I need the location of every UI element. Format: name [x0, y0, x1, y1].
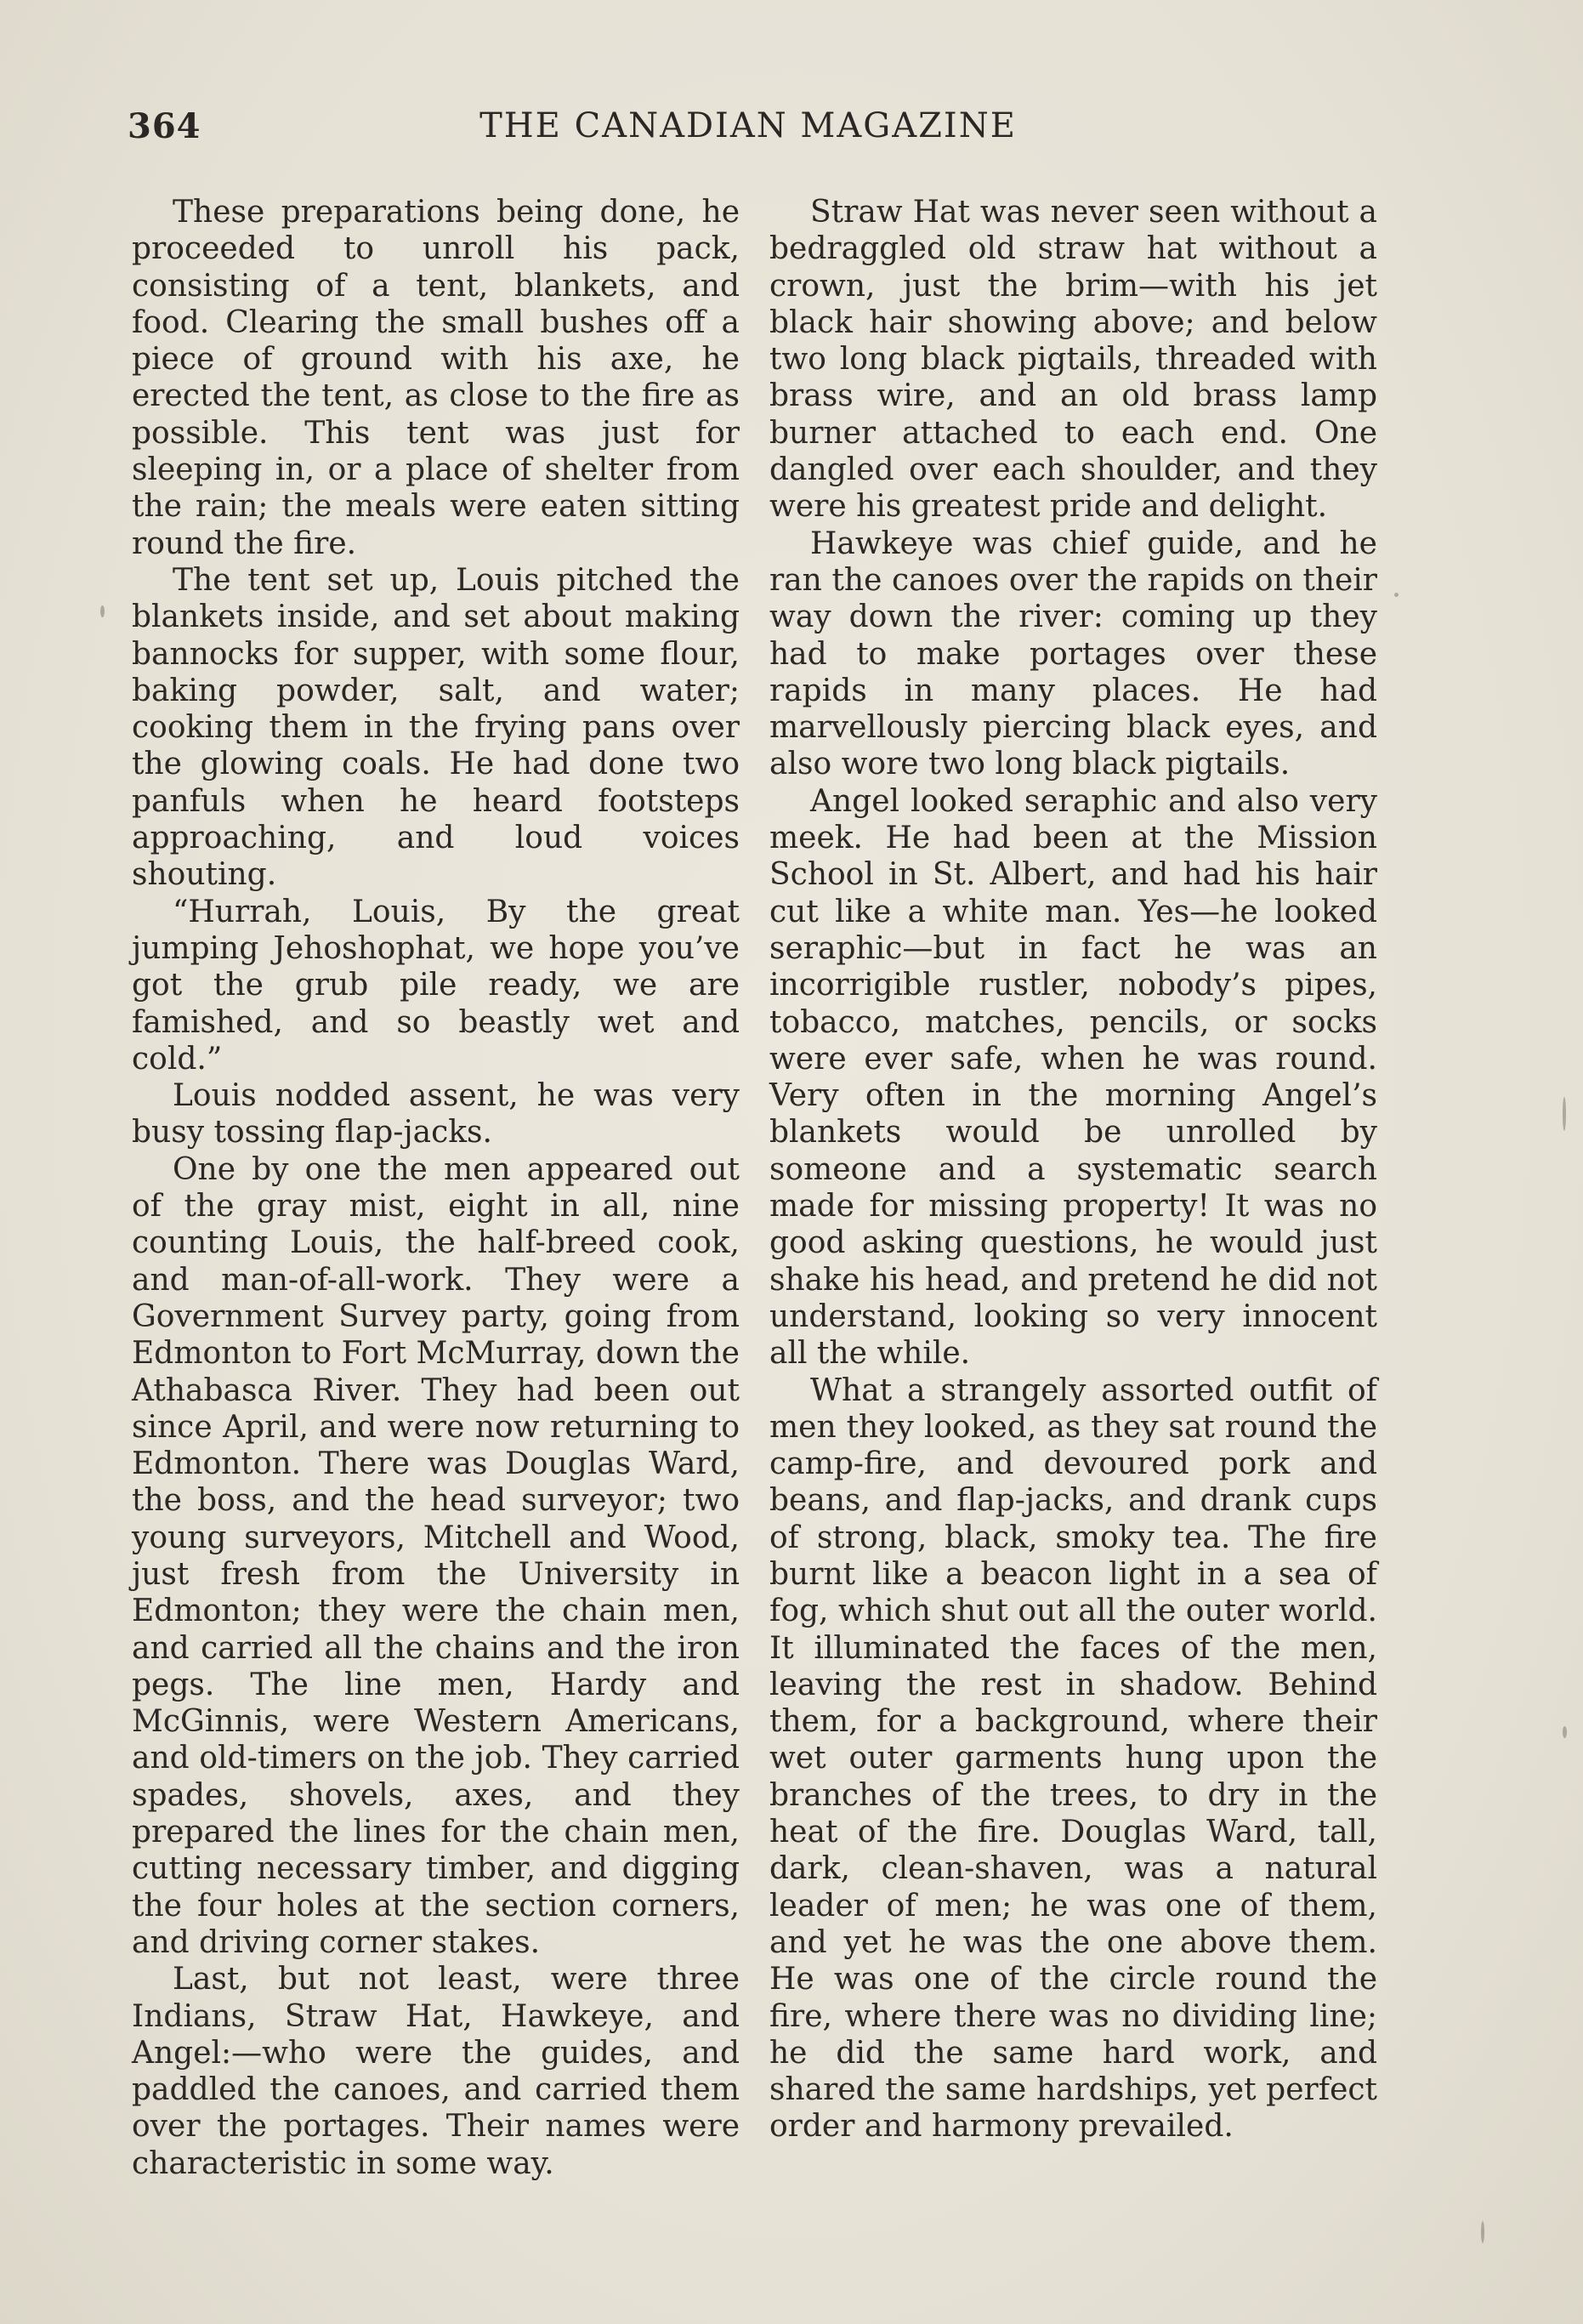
paper-blemish	[1563, 1097, 1566, 1131]
page-number: 364	[128, 106, 201, 146]
paragraph: These preparations being done, he proceeded to unroll his pack, consisting of a tent, blankets, and food. Clearing the small bushes off a piece of ground with his axe, he erected the tent, as close to the fire as possible. This tent was just for sleeping in, or a place of shelter from the rain; the meals were eaten sitting round the fire.	[132, 195, 740, 561]
paragraph: Last, but not least, were three Indians, Straw Hat, Hawkeye, and Angel:—who were the guides, and paddled the canoes, and carried them over the portages. Their names were characteristic in some way.	[132, 1962, 740, 2181]
paper-blemish	[1563, 1726, 1567, 1738]
paragraph: Straw Hat was never seen without a bedraggled old straw hat without a crown, just the brim—with his jet black hair showing above; and below two long black pigtails, threaded with brass wire, and an old brass lamp burner attached to each end. One dangled over each shoulder, and they were his greatest pride and delight.	[769, 195, 1377, 525]
paragraph: One by one the men appeared out of the gray mist, eight in all, nine counting Louis, the half-breed cook, and man-of-all-work. They were a Government Survey party, going from Edmonton to Fort McMurray, down the Athabasca River. They had been out since April, and were now returning to Edmonton. There was Douglas Ward, the boss, and the head surveyor; two young surveyors, Mitchell and Wood, just fresh from the University in Edmonton; they were the chain men, and carried all the chains and the iron pegs. The line men, Hardy and McGinnis, were Western Americans, and old-timers on the job. They carried spades, shovels, axes, and they prepared the lines for the chain men, cutting necessary timber, and digging the four holes at the section corners, and driving corner stakes.	[132, 1151, 740, 1960]
right-column	[769, 194, 1377, 2145]
paper-blemish	[1481, 2221, 1484, 2243]
left-column	[132, 194, 740, 2182]
paper-blemish	[1394, 593, 1399, 597]
paragraph: Hawkeye was chief guide, and he ran the canoes over the rapids on their way down the river: coming up they had to make portages over these rapids in many places. He had marvellously piercing black eyes, and also wore two long black pigtails.	[769, 526, 1377, 782]
paragraph: “Hurrah, Louis, By the great jumping Jehoshophat, we hope you’ve got the grub pile ready, we are famished, and so beastly wet and cold.”	[132, 894, 740, 1077]
running-title: THE CANADIAN MAGAZINE	[479, 106, 1017, 145]
paragraph: Angel looked seraphic and also very meek. He had been at the Mission School in St. Albert, and had his hair cut like a white man. Yes—he looked seraphic—but in fact he was an incorrigible rustler, nobody’s pipes, tobacco, matches, pencils, or socks were ever safe, when he was round. Very often in the morning Angel’s blankets would be unrolled by someone and a systematic search made for missing property! It was no good asking questions, he would just shake his head, and pretend he did not understand, looking so very innocent all the while.	[769, 783, 1377, 1372]
paper-blemish	[100, 605, 105, 617]
paragraph: The tent set up, Louis pitched the blankets inside, and set about making bannocks for supper, with some flour, baking powder, salt, and water; cooking them in the frying pans over the glowing coals. He had done two panfuls when he heard footsteps approaching, and loud voices shouting.	[132, 562, 740, 893]
page-header	[128, 106, 1369, 157]
paragraph: Louis nodded assent, he was very busy tossing flap-jacks.	[132, 1078, 740, 1151]
paragraph: What a strangely assorted outfit of men they looked, as they sat round the camp-fire, and devoured pork and beans, and flap-jacks, and drank cups of strong, black, smoky tea. The fire burnt like a beacon light in a sea of fog, which shut out all the outer world. It illuminated the faces of the men, leaving the rest in shadow. Behind them, for a background, where their wet outer garments hung upon the branches of the trees, to dry in the heat of the fire. Douglas Ward, tall, dark, clean-shaven, was a natural leader of men; he was one of them, and yet he was the one above them. He was one of the circle round the fire, where there was no dividing line; he did the same hard work, and shared the same hardships, yet perfect order and harmony prevailed.	[769, 1372, 1377, 2145]
